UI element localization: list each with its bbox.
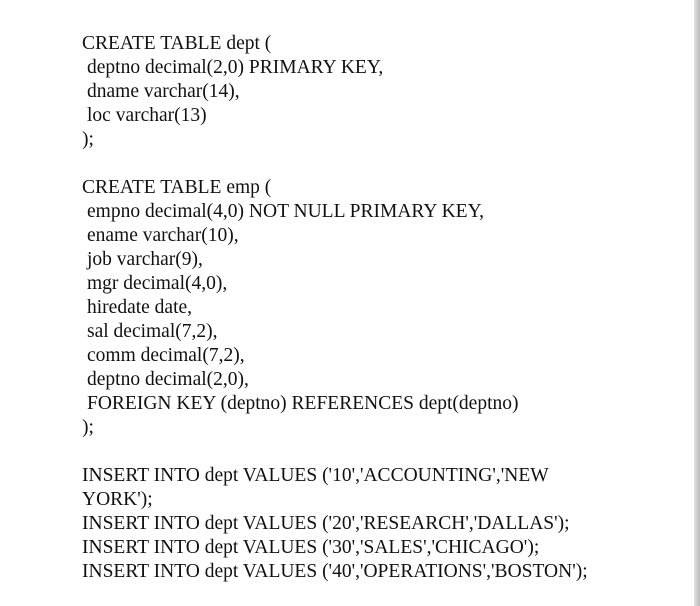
- insert-line: INSERT INTO dept VALUES ('30','SALES','CHICAGO');: [82, 537, 540, 558]
- statement-header: CREATE TABLE dept (: [82, 33, 272, 54]
- column-definition: sal decimal(7,2),: [87, 321, 218, 342]
- create-dept-statement: [82, 32, 672, 152]
- foreign-key-definition: FOREIGN KEY (deptno) REFERENCES dept(deptno): [87, 393, 519, 414]
- create-emp-statement: [82, 176, 672, 440]
- page-edge-shadow: [694, 0, 700, 606]
- statement-footer: );: [82, 417, 94, 438]
- column-definition: empno decimal(4,0) NOT NULL PRIMARY KEY,: [87, 201, 485, 222]
- column-definition: hiredate date,: [87, 297, 193, 318]
- insert-line: YORK');: [82, 489, 153, 510]
- sql-document: [82, 32, 672, 584]
- column-definition: dname varchar(14),: [87, 81, 240, 102]
- statement-footer: );: [82, 129, 94, 150]
- column-definition: job varchar(9),: [87, 249, 203, 270]
- column-definition: deptno decimal(2,0),: [87, 369, 249, 390]
- insert-line: INSERT INTO dept VALUES ('20','RESEARCH','DALLAS');: [82, 513, 570, 534]
- column-definition: deptno decimal(2,0) PRIMARY KEY,: [87, 57, 384, 78]
- column-definition: loc varchar(13): [87, 105, 207, 126]
- statement-header: CREATE TABLE emp (: [82, 177, 272, 198]
- insert-line: INSERT INTO dept VALUES ('40','OPERATIONS','BOSTON');: [82, 561, 588, 582]
- column-definition: ename varchar(10),: [87, 225, 239, 246]
- insert-line: INSERT INTO dept VALUES ('10','ACCOUNTING','NEW: [82, 465, 549, 486]
- column-definition: comm decimal(7,2),: [87, 345, 245, 366]
- insert-statements: [82, 464, 672, 584]
- column-definition: mgr decimal(4,0),: [87, 273, 228, 294]
